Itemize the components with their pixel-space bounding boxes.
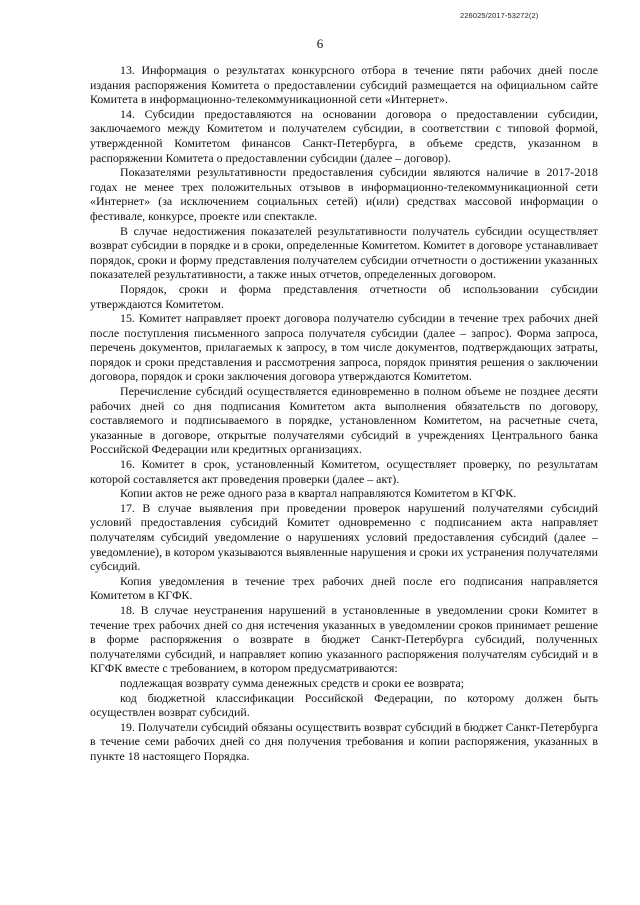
paragraph-transfer: Перечисление субсидий осуществляется единовременно в полном объеме не позднее десяти рабочих дней со дня подписания Комитетом акта выполнения обязательств по договору, составляемого и подписываемого в порядке, установленном Комитетом, на расчетные счета, указанные в договоре, открытые получателями субсидий в учреждениях Центрального банка Российской Федерации или кредитных организациях. bbox=[90, 384, 598, 457]
paragraph-13: 13. Информация о результатах конкурсного отбора в течение пяти рабочих дней после издания распоряжения Комитета о предоставлении субсидий размещается на официальном сайте Комитета в информационно-телекоммуникационной сети «Интернет». bbox=[90, 63, 598, 107]
page-number: 6 bbox=[316, 36, 324, 51]
document-id: 226025/2017-53272(2) bbox=[460, 11, 539, 20]
paragraph-budget-code: код бюджетной классификации Российской Федерации, по которому должен быть осуществлен возврат субсидий. bbox=[90, 690, 598, 720]
paragraph-refund-amount: подлежащая возврату сумма денежных средств и сроки ее возврата; bbox=[120, 675, 465, 690]
paragraph-notice-copy: Копия уведомления в течение трех рабочих дней после его подписания направляется Комитетом в КГФК. bbox=[90, 573, 598, 603]
paragraph-16: 16. Комитет в срок, установленный Комитетом, осуществляет проверку, по результатам которой составляется акт проведения проверки (далее – акт). bbox=[90, 457, 598, 486]
paragraph-reporting: Порядок, сроки и форма представления отчетности об использовании субсидии утверждаются Комитетом. bbox=[90, 281, 598, 311]
paragraph-act-copies: Копии актов не реже одного раза в квартал направляются Комитетом в КГФК. bbox=[120, 486, 517, 501]
paragraph-18: 18. В случае неустранения нарушений в установленные в уведомлении сроки Комитет в течение трех рабочих дней со дня истечения указанных в уведомлении сроков принимает решение в форме распоряжения о возврате в бюджет Санкт-Петербурга субсидий, полученных получателями субсидий, и направляет копию указанного распоряжения получателям субсидий и в КГФК вместе с требованием, в котором предусматриваются: bbox=[90, 602, 598, 676]
paragraph-indicators: Показателями результативности предоставления субсидии являются наличие в 2017-2018 годах не менее трех положительных отзывов в информационно-телекоммуникационной сети «Интернет» (за исключением социальных сетей) и(или) средствах массовой информации о фестивале, конкурсе, проекте или спектакле. bbox=[90, 165, 598, 223]
paragraph-non-achievement: В случае недостижения показателей результативности получатель субсидии осуществляет возврат субсидии в порядке и в сроки, определенные Комитетом. Комитет в договоре устанавливает порядок, сроки и форму представления получателем субсидии отчетности о достижении указанных показателей результативности, а также иных отчетов, определенных договором. bbox=[90, 223, 598, 282]
paragraph-15: 15. Комитет направляет проект договора получателю субсидии в течение трех рабочих дней после поступления письменного запроса получателя субсидии (далее – запрос). Форма запроса, перечень документов, прилагаемых к запросу, в том числе документов, подтверждающих затраты, порядок и сроки представления и рассмотрения запроса, порядок принятия решения о заключении договора, порядок и сроки заключения договора утверждаются Комитетом. bbox=[90, 311, 598, 384]
paragraph-19: 19. Получатели субсидий обязаны осуществить возврат субсидий в бюджет Санкт-Петербурга в течение семи рабочих дней со дня получения требования и копии распоряжения, указанных в пункте 18 настоящего Порядка. bbox=[90, 719, 598, 763]
paragraph-14: 14. Субсидии предоставляются на основании договора о предоставлении субсидии, заключаемого между Комитетом и получателем субсидии, в соответствии с типовой формой, утвержденной Комитетом финансов Санкт-Петербурга, в объеме средств, указанном в распоряжении Комитета о предоставлении субсидии (далее – договор). bbox=[90, 106, 598, 165]
document-body bbox=[90, 63, 598, 764]
paragraph-17: 17. В случае выявления при проведении проверок нарушений получателями субсидий условий предоставления субсидий Комитет одновременно с подписанием акта направляет получателям субсидий уведомление о нарушениях условий предоставления субсидий (далее – уведомление), в котором указываются выявленные нарушения и сроки их устранения получателями субсидий. bbox=[90, 500, 598, 574]
